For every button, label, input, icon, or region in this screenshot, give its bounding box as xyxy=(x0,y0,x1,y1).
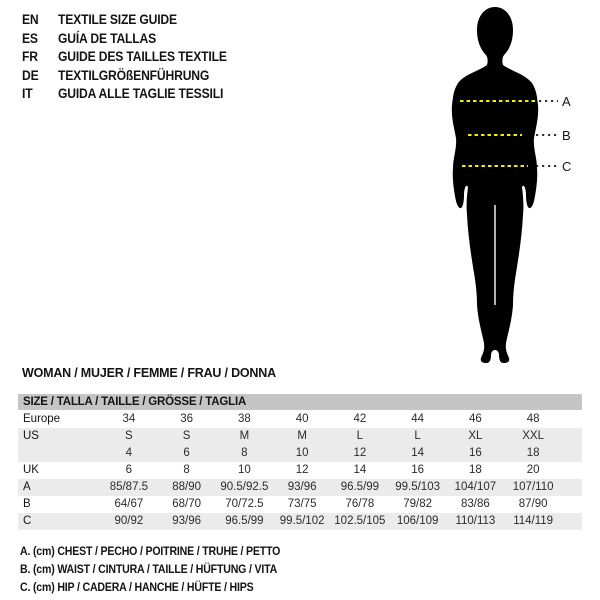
language-code: IT xyxy=(22,86,33,102)
language-code: FR xyxy=(22,49,38,65)
size-cell: 10 xyxy=(237,464,251,476)
size-cell: 114/119 xyxy=(513,515,554,527)
table-row-uk xyxy=(18,462,582,479)
size-cell: 12 xyxy=(295,464,309,476)
size-cell: 6 xyxy=(125,464,133,476)
size-cell: 64/67 xyxy=(114,498,144,510)
woman-silhouette-figure xyxy=(410,0,585,366)
measurement-legend xyxy=(20,543,280,598)
size-cell: 85/87.5 xyxy=(109,481,149,493)
size-cell: 20 xyxy=(526,464,540,476)
size-cell: 90.5/92.5 xyxy=(220,481,269,493)
size-cell: L xyxy=(356,430,364,442)
size-cell: 36 xyxy=(180,413,194,425)
language-row-fr xyxy=(22,48,227,67)
size-cell: L xyxy=(414,430,421,442)
size-cell: 46 xyxy=(468,413,482,425)
size-cell: 88/90 xyxy=(172,481,202,493)
table-row-europe xyxy=(18,411,582,428)
size-cell: 79/82 xyxy=(403,498,433,510)
leg-gap-line xyxy=(494,205,495,305)
size-cell: 93/96 xyxy=(287,481,317,493)
size-cell: 90/92 xyxy=(114,515,144,527)
measure-label-b: B xyxy=(562,128,571,143)
language-row-it xyxy=(22,85,227,104)
row-label xyxy=(18,445,100,462)
size-table-header: SIZE / TALLA / TAILLE / GRÖSSE / TAGLIA xyxy=(18,394,582,410)
size-cell: 83/86 xyxy=(460,498,490,510)
size-cell: XL xyxy=(468,430,483,442)
size-cell: 99.5/103 xyxy=(395,481,440,493)
table-row-waist-b xyxy=(18,496,582,513)
table-row-us xyxy=(18,428,582,445)
size-cell: M xyxy=(239,430,250,442)
table-row-hip-c xyxy=(18,513,582,530)
size-cell: M xyxy=(297,430,307,442)
language-code: DE xyxy=(22,67,39,83)
size-cell: 104/107 xyxy=(454,481,497,493)
size-cell: 18 xyxy=(468,464,482,476)
size-cell: 42 xyxy=(353,413,367,425)
size-cell: 110/113 xyxy=(455,515,496,527)
size-cell: 40 xyxy=(295,413,309,425)
language-title: TEXTILGRÖßENFÜHRUNG xyxy=(58,67,210,83)
size-cell: 76/78 xyxy=(345,498,375,510)
language-title: GUIDE DES TAILLES TEXTILE xyxy=(58,49,227,65)
language-title: TEXTILE SIZE GUIDE xyxy=(58,12,177,27)
language-row-en xyxy=(22,11,227,30)
row-label: US xyxy=(23,430,39,442)
size-cell: 68/70 xyxy=(172,498,202,510)
size-cell: 102.5/105 xyxy=(334,515,386,527)
size-cell: 6 xyxy=(183,447,190,459)
size-cell: 16 xyxy=(411,464,425,476)
language-row-es xyxy=(22,30,227,49)
size-cell: 107/110 xyxy=(512,481,554,493)
size-cell: 96.5/99 xyxy=(340,481,380,493)
table-row-chest-a xyxy=(18,479,582,496)
table-row-us-numeric xyxy=(18,445,582,462)
row-label: B xyxy=(23,498,31,510)
size-cell: 12 xyxy=(353,447,367,459)
size-cell: 96.5/99 xyxy=(225,515,264,527)
woman-silhouette xyxy=(452,7,538,363)
language-title: GUIDA ALLE TAGLIE TESSILI xyxy=(58,86,224,102)
size-cell: 16 xyxy=(468,447,482,459)
language-title-block xyxy=(22,11,227,104)
size-cell: 70/72.5 xyxy=(225,498,264,510)
row-label: UK xyxy=(23,464,39,476)
size-cell: 106/109 xyxy=(396,515,439,527)
size-cell: 8 xyxy=(241,447,248,459)
measure-label-c: C xyxy=(562,159,572,174)
size-cell: 18 xyxy=(526,447,540,459)
size-cell: 38 xyxy=(237,413,251,425)
size-cell: 44 xyxy=(411,413,425,425)
language-code: EN xyxy=(22,12,39,27)
legend-line-chest: A. (cm) CHEST / PECHO / POITRINE / TRUHE / PETTO xyxy=(20,546,281,558)
row-label: Europe xyxy=(23,413,61,425)
section-title-woman: WOMAN / MUJER / FEMME / FRAU / DONNA xyxy=(22,366,276,380)
measure-label-a: A xyxy=(562,94,571,109)
size-cell: S xyxy=(125,430,133,442)
size-cell: 73/75 xyxy=(287,498,317,510)
size-table xyxy=(18,394,582,530)
size-cell: 8 xyxy=(183,464,190,476)
language-code: ES xyxy=(22,30,38,46)
size-cell: 4 xyxy=(125,447,133,459)
language-row-de xyxy=(22,67,227,86)
row-label: A xyxy=(23,481,31,493)
size-cell: 10 xyxy=(295,447,309,459)
size-cell: XXL xyxy=(522,430,544,442)
size-cell: 14 xyxy=(411,447,425,459)
size-cell: 87/90 xyxy=(518,498,548,510)
legend-line-waist: B. (cm) WAIST / CINTURA / TAILLE / HÜFTUNG / VITA xyxy=(20,564,278,577)
legend-line-hip: C. (cm) HIP / CADERA / HANCHE / HÜFTE / HIPS xyxy=(20,582,254,595)
size-cell: S xyxy=(182,430,191,442)
size-cell: 99.5/102 xyxy=(279,515,325,527)
row-label: C xyxy=(23,515,32,527)
size-cell: 34 xyxy=(122,413,136,425)
language-title: GUÍA DE TALLAS xyxy=(58,30,157,46)
size-cell: 14 xyxy=(353,464,367,476)
size-cell: 93/96 xyxy=(172,515,202,527)
size-cell: 48 xyxy=(526,413,540,425)
